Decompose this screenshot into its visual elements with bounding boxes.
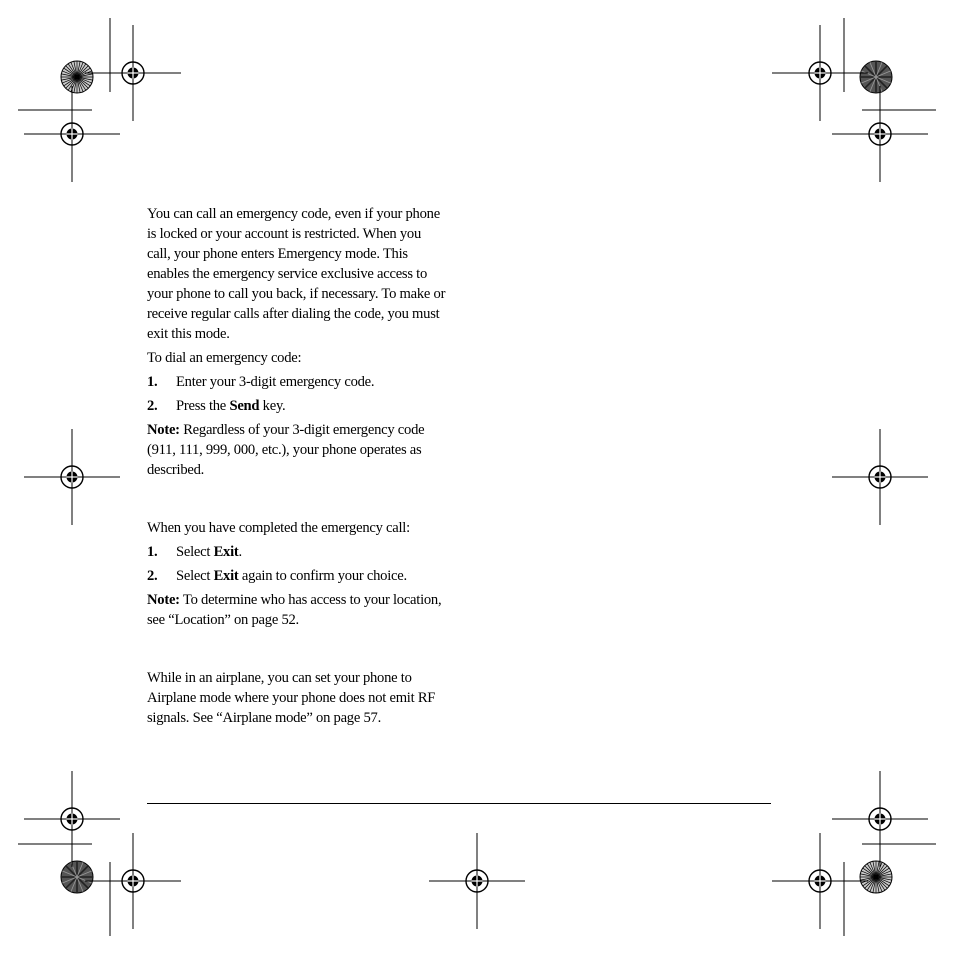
emergency-note <box>147 420 447 480</box>
color-target-bottom-right <box>860 861 892 893</box>
reg-mark-top-right <box>772 25 868 121</box>
reg-mark-bottom-right <box>772 833 868 929</box>
exit-lead: When you have completed the emergency call: <box>147 520 410 536</box>
exit-note <box>147 590 447 630</box>
step-number: 2. <box>147 568 158 584</box>
note-text: Regardless of your 3-digit emergency code (911, 111, 999, 000, etc.), your phone operates as described. <box>147 422 425 478</box>
note-label: Note: <box>147 592 180 608</box>
page-content <box>147 204 447 728</box>
reg-mark-right-lower <box>832 771 928 867</box>
reg-mark-top-left <box>85 25 181 121</box>
step-number: 2. <box>147 398 158 414</box>
dial-step-1 <box>147 372 447 392</box>
color-target-top-left <box>61 61 93 93</box>
reg-mark-left-middle <box>24 429 120 525</box>
note-label: Note: <box>147 422 180 438</box>
step-text-pre: Select <box>176 544 214 560</box>
airplane-text: While in an airplane, you can set your phone to Airplane mode where your phone does not emit RF signals. See “Airplane mode” on page 57. <box>147 670 436 726</box>
reg-mark-right-middle <box>832 429 928 525</box>
reg-mark-bottom-left <box>85 833 181 929</box>
step-text-post: . <box>238 544 242 560</box>
step-text-pre: Press the <box>176 398 230 414</box>
color-target-bottom-left <box>61 861 93 893</box>
dial-lead: To dial an emergency code: <box>147 350 302 366</box>
emergency-intro: You can call an emergency code, even if your phone is locked or your account is restricted. When you call, your phone enters Emergency mode. This enables the emergency service exclusive access to your phone to call you back, if necessary. To make or receive regular calls after dialing the code, you must exit this mode. <box>147 206 446 342</box>
step-text <box>176 566 407 586</box>
exit-key-label: Exit <box>213 544 239 560</box>
send-key-label: Send <box>229 398 260 414</box>
step-text <box>176 396 285 416</box>
exit-step-1 <box>147 542 447 562</box>
note-text: To determine who has access to your location, see “Location” on page 52. <box>147 592 442 628</box>
step-text: Enter your 3-digit emergency code. <box>176 374 375 390</box>
color-target-top-right <box>860 61 892 93</box>
step-number: 1. <box>147 544 158 560</box>
reg-mark-bottom-center <box>429 833 525 929</box>
step-text-post: key. <box>259 398 286 414</box>
reg-mark-left-lower <box>24 771 120 867</box>
step-text-post: again to confirm your choice. <box>238 568 407 584</box>
step-number: 1. <box>147 374 158 390</box>
reg-mark-right-upper <box>832 86 928 182</box>
exit-key-label: Exit <box>213 568 239 584</box>
reg-mark-left-upper <box>24 86 120 182</box>
step-text <box>176 542 242 562</box>
exit-step-2 <box>147 566 447 586</box>
step-text-pre: Select <box>176 568 214 584</box>
footer-rule <box>147 803 771 804</box>
dial-step-2 <box>147 396 447 416</box>
